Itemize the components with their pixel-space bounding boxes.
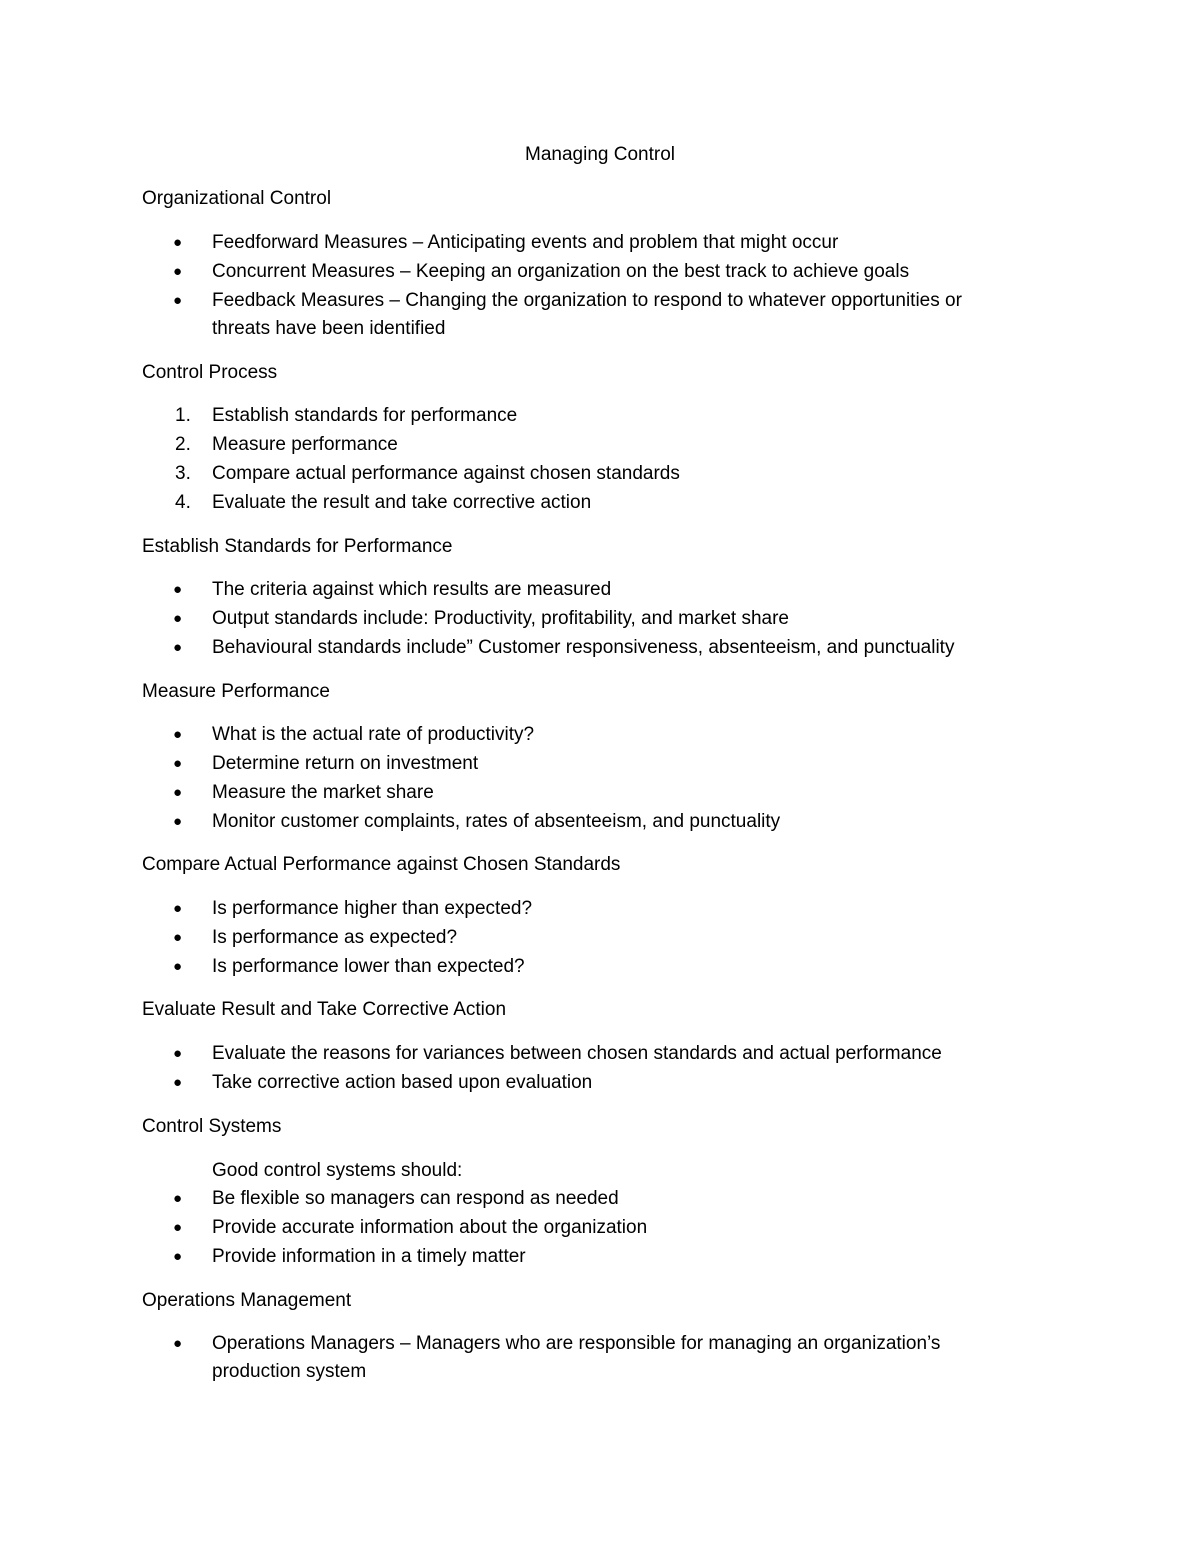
bullet-dot-icon: ●: [173, 1219, 183, 1236]
bullet-dot-icon: ●: [173, 929, 183, 946]
list-item: ● Is performance lower than expected?: [0, 953, 1012, 981]
section-heading-organizational-control: Organizational Control: [142, 188, 332, 209]
bullet-dot-icon: ●: [173, 610, 183, 627]
list-item: ● Feedback Measures – Changing the organization to respond to whatever opportunities or threats have been identified: [0, 287, 1012, 343]
bullet-dot-icon: ●: [173, 234, 183, 251]
bullet-dot-icon: ●: [173, 958, 183, 975]
list-item: 2. Measure performance: [0, 431, 1012, 459]
bullet-dot-icon: ●: [173, 292, 183, 309]
list-item: ● Monitor customer complaints, rates of absenteeism, and punctuality: [0, 808, 1012, 836]
list-item: ● What is the actual rate of productivity?: [0, 721, 1012, 749]
list-item: ● Determine return on investment: [0, 750, 1012, 778]
evaluate-result-list: [0, 1040, 1200, 1098]
list-number: 1.: [175, 405, 191, 426]
section-heading-measure-performance: Measure Performance: [142, 681, 330, 702]
section-heading-compare-performance: Compare Actual Performance against Chosen Standards: [142, 854, 621, 875]
control-systems-list: [0, 1185, 1200, 1272]
list-item: ● Is performance as expected?: [0, 924, 1012, 952]
bullet-dot-icon: ●: [173, 1045, 183, 1062]
control-systems-intro: Good control systems should:: [212, 1160, 463, 1181]
bullet-dot-icon: ●: [173, 1190, 183, 1207]
list-number: 4.: [175, 492, 191, 513]
list-item: ● Operations Managers – Managers who are responsible for managing an organization’s production system: [0, 1330, 1012, 1386]
section-heading-evaluate-result: Evaluate Result and Take Corrective Action: [142, 999, 507, 1020]
compare-performance-list: [0, 895, 1200, 982]
organizational-control-list: [0, 229, 1200, 344]
list-item: ● The criteria against which results are measured: [0, 576, 1012, 604]
list-item: ● Measure the market share: [0, 779, 1012, 807]
list-item: 4. Evaluate the result and take corrective action: [0, 489, 1012, 517]
list-item: ● Output standards include: Productivity, profitability, and market share: [0, 605, 1012, 633]
control-process-list: [0, 402, 1200, 518]
bullet-dot-icon: ●: [173, 263, 183, 280]
section-heading-control-process: Control Process: [142, 362, 278, 383]
bullet-dot-icon: ●: [173, 1074, 183, 1091]
bullet-dot-icon: ●: [173, 784, 183, 801]
measure-performance-list: [0, 721, 1200, 837]
list-number: 3.: [175, 463, 191, 484]
section-heading-establish-standards: Establish Standards for Performance: [142, 536, 453, 557]
section-heading-operations-management: Operations Management: [142, 1290, 352, 1311]
bullet-dot-icon: ●: [173, 900, 183, 917]
bullet-dot-icon: ●: [173, 1335, 183, 1352]
list-item: ● Feedforward Measures – Anticipating events and problem that might occur: [0, 229, 1012, 257]
list-item: ● Be flexible so managers can respond as needed: [0, 1185, 1012, 1213]
list-item: ● Is performance higher than expected?: [0, 895, 1012, 923]
bullet-dot-icon: ●: [173, 1248, 183, 1265]
list-item: ● Evaluate the reasons for variances between chosen standards and actual performance: [0, 1040, 1012, 1068]
list-item: 1. Establish standards for performance: [0, 402, 1012, 430]
bullet-dot-icon: ●: [173, 581, 183, 598]
document-title: Managing Control: [525, 144, 675, 165]
list-item: 3. Compare actual performance against chosen standards: [0, 460, 1012, 488]
section-heading-control-systems: Control Systems: [142, 1116, 282, 1137]
list-item: ● Concurrent Measures – Keeping an organization on the best track to achieve goals: [0, 258, 1012, 286]
list-item: ● Behavioural standards include” Customer responsiveness, absenteeism, and punctuality: [0, 634, 1012, 662]
operations-management-list: [0, 1330, 1200, 1387]
establish-standards-list: [0, 576, 1200, 663]
list-item: ● Take corrective action based upon evaluation: [0, 1069, 1012, 1097]
list-item: ● Provide information in a timely matter: [0, 1243, 1012, 1271]
bullet-dot-icon: ●: [173, 813, 183, 830]
list-number: 2.: [175, 434, 191, 455]
list-item: ● Provide accurate information about the organization: [0, 1214, 1012, 1242]
bullet-dot-icon: ●: [173, 755, 183, 772]
bullet-dot-icon: ●: [173, 726, 183, 743]
bullet-dot-icon: ●: [173, 639, 183, 656]
